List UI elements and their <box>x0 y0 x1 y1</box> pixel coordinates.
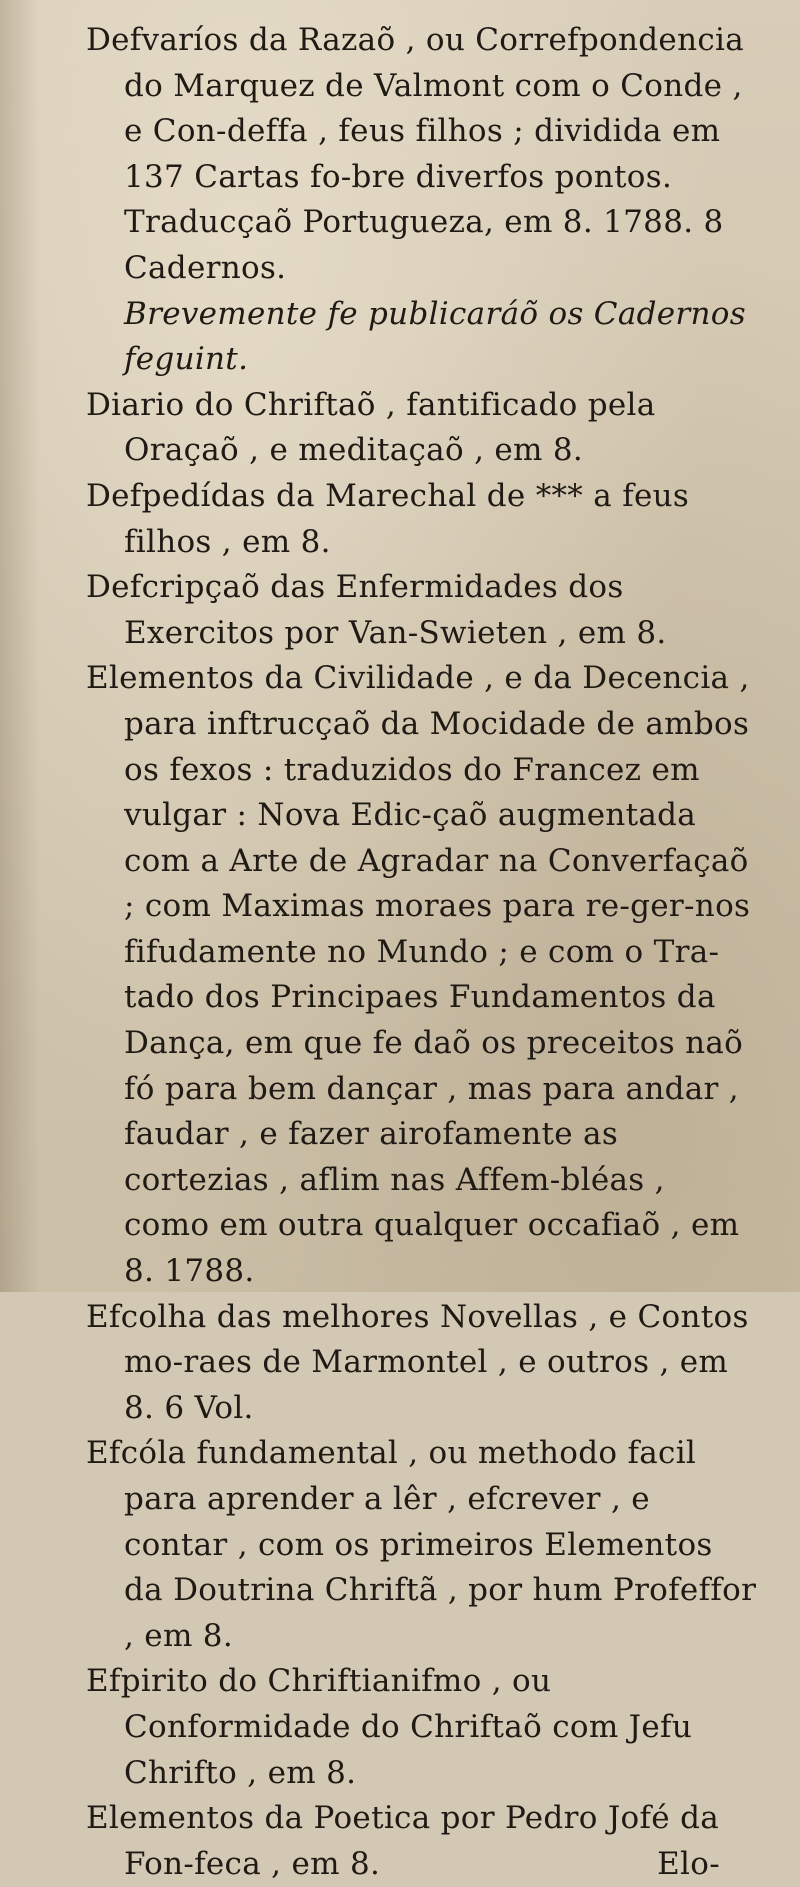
catchword: Elo- <box>657 1845 720 1882</box>
catalog-entry-elementos-civilidade: Elementos da Civilidade , e da Decencia , para inftrucçaõ da Mocidade de ambos os fexos : traduzidos do Francez em vulgar : Nova Edic-çaõ augmentada com a Arte de Agradar na Converfaçaõ ; com Maximas moraes para re-ger-nos fifudamente no Mundo ; e com o Tra-tado dos Principaes Fundamentos da Dança, em que fe daõ os preceitos naõ fó para bem dançar , mas para andar , faudar , e fazer airofamente as cortezias , aflim nas Affem-bléas , como em outra qualquer occafiaõ , em 8. 1788. <box>86 660 751 1290</box>
catalog-entry-defcripcao: Defcripçaõ das Enfermidades dos Exercitos por Van-Swieten , em 8. <box>86 569 667 651</box>
catalog-entry-elementos-poetica <box>86 1796 760 1887</box>
catalog-entry-efcola: Efcóla fundamental , ou methodo facil para aprender a lêr , efcrever , e contar , com os primeiros Elementos da Doutrina Chriftã , por hum Profeffor , em 8. <box>86 1435 757 1654</box>
catalog-entry-defvarios: Defvaríos da Razaõ , ou Correfpondencia do Marquez de Valmont com o Conde , e Con-deffa , feus filhos ; dividida em 137 Cartas fo-bre diverfos pontos. Traducçaõ Portugueza, em 8. 1788. 8 Cadernos. <box>86 22 744 286</box>
entry-text: Elementos da Poetica por Pedro Jofé da Fon-feca , em 8. <box>86 1800 720 1882</box>
announcement-note: Brevemente fe publicaráõ os Cadernos feguint. <box>124 295 746 378</box>
catalog-entry-efcolha: Efcolha das melhores Novellas , e Contos mo-raes de Marmontel , e outros , em 8. 6 Vol. <box>86 1298 749 1426</box>
catalog-entry-efpirito: Efpirito do Chriftianifmo , ou Conformidade do Chriftaõ com Jefu Chrifto , em 8. <box>86 1663 693 1791</box>
catalog-entry-diario: Diario do Chriftaõ , fantificado pela Oraçaõ , e meditaçaõ , em 8. <box>86 386 656 469</box>
catalog-entries <box>86 18 760 1887</box>
catalog-entry-defpedidas: Defpedídas da Marechal de *** a feus filhos , em 8. <box>86 477 690 560</box>
